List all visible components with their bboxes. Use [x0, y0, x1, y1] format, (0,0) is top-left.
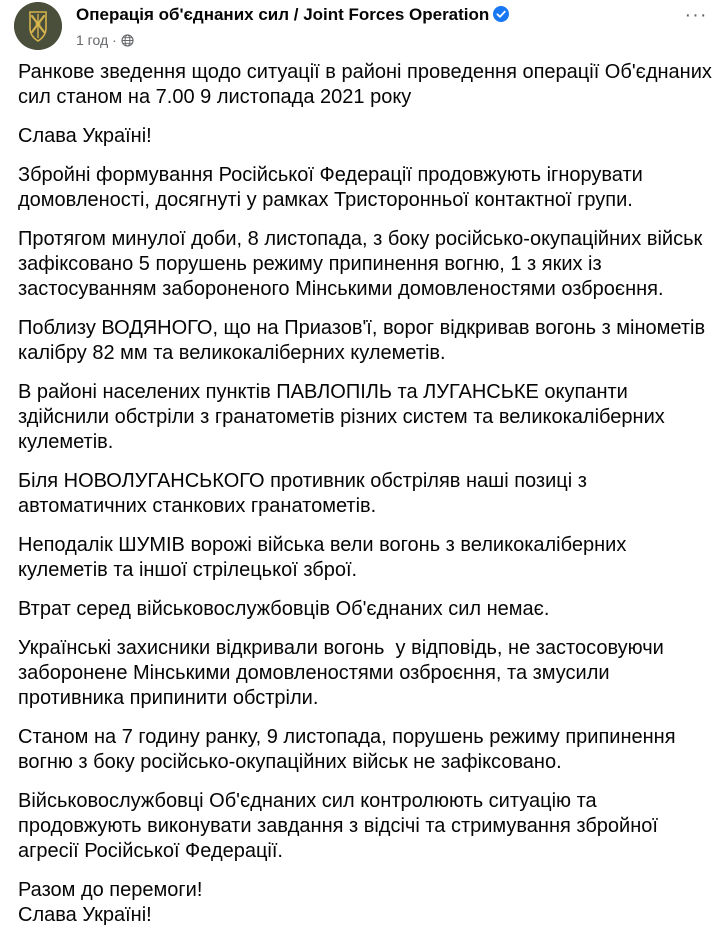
- post-paragraph: Військовослужбовці Об'єднаних сил контролюють ситуацію та продовжують виконувати завдання з відсічі та стримування збройної агресії Російської Федерації.: [18, 790, 664, 862]
- post-meta: [76, 31, 134, 49]
- post-paragraph: Станом на 7 годину ранку, 9 листопада, порушень режиму припинення вогню з боку російсько-окупаційних військ не зафіксовано.: [18, 726, 682, 773]
- post-header: [14, 2, 714, 52]
- post-paragraph: Неподалік ШУМІВ ворожі війська вели вогонь з великокаліберних кулеметів та іншої стрілецької зброї.: [18, 534, 632, 581]
- post-paragraph: Протягом минулої доби, 8 листопада, з боку російсько-окупаційних військ зафіксовано 5 порушень режиму припинення вогню, 1 з яких із застосуванням забороненого Мінськими домовленостями озброєння.: [18, 228, 708, 300]
- jfo-emblem-icon: [14, 2, 62, 50]
- post-paragraph: Збройні формування Російської Федерації продовжують ігнорувати домовленості, досягнуті у рамках Тристоронньої контактної групи.: [18, 164, 649, 211]
- post-paragraph: Слава Україні!: [18, 125, 152, 147]
- post-paragraph: Поблизу ВОДЯНОГО, що на Приазов'ї, ворог відкривав вогонь з мінометів калібру 82 мм та великокаліберних кулеметів.: [18, 317, 711, 364]
- post-timestamp[interactable]: 1 год: [76, 32, 109, 48]
- post-paragraph: В районі населених пунктів ПАВЛОПІЛЬ та ЛУГАНСЬКЕ окупанти здійснили обстріли з гранатометів різних систем та великокаліберних кулеметів.: [18, 381, 671, 453]
- post-paragraph: Українські захисники відкривали вогонь у відповідь, не застосовуючи заборонене Мінськими домовленостями озброєння, та змусили противника припинити обстріли.: [18, 637, 670, 709]
- globe-icon[interactable]: [121, 34, 134, 47]
- post-text: [18, 60, 720, 942]
- page-name-link[interactable]: Операція об'єднаних сил / Joint Forces Operation: [76, 5, 490, 24]
- post-paragraph: Ранкове зведення щодо ситуації в районі проведення операції Об'єднаних сил станом на 7.00 9 листопада 2021 року: [18, 61, 718, 108]
- post-paragraph: Втрат серед військовослужбовців Об'єднаних сил немає.: [18, 598, 550, 620]
- post-paragraph: Разом до перемоги! Слава Україні!: [18, 879, 203, 926]
- post-paragraph: Біля НОВОЛУГАНСЬКОГО противник обстріляв наші позиці з автоматичних станкових гранатометів.: [18, 470, 593, 517]
- meta-separator: ·: [112, 32, 117, 48]
- page-avatar[interactable]: [14, 2, 62, 50]
- page-name-row: [76, 4, 509, 26]
- more-options-icon: ···: [684, 4, 708, 26]
- verified-badge-icon: [493, 6, 509, 22]
- more-options-button[interactable]: [678, 6, 714, 36]
